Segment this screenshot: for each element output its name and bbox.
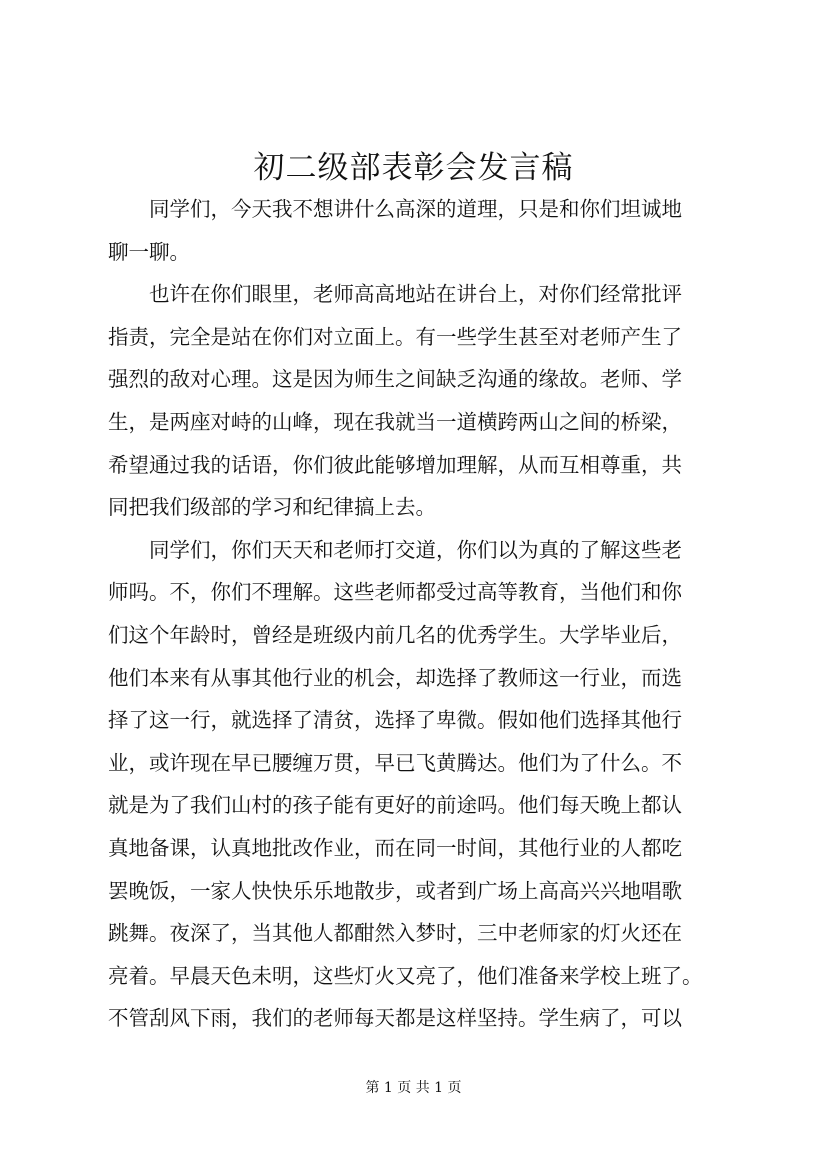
text-line: 他们本来有从事其他行业的机会，却选择了教师这一行业，而选 (108, 665, 682, 690)
text-line: 强烈的敌对心理。这是因为师生之间缺乏沟通的缘故。老师、学 (108, 367, 682, 392)
text-line: 罢晚饭，一家人快快乐乐地散步，或者到广场上高高兴兴地唱歌 (108, 878, 682, 903)
text-line: 亮着。早晨天色未明，这些灯火又亮了，他们准备来学校上班了。 (108, 963, 703, 988)
text-line: 们这个年龄时，曾经是班级内前几名的优秀学生。大学毕业后， (108, 622, 682, 647)
paragraph-3 (108, 529, 736, 1040)
text-line: 不管刮风下雨，我们的老师每天都是这样坚持。学生病了，可以 (108, 1006, 682, 1031)
text-line: 真地备课，认真地批改作业，而在同一时间，其他行业的人都吃 (108, 835, 682, 860)
text-line: 业，或许现在早已腰缠万贯，早已飞黄腾达。他们为了什么。不 (108, 750, 682, 775)
document-title: 初二级部表彰会发言稿 (253, 150, 574, 186)
text-line: 指责，完全是站在你们对立面上。有一些学生甚至对老师产生了 (108, 324, 682, 349)
text-line: 生，是两座对峙的山峰，现在我就当一道横跨两山之间的桥梁， (108, 409, 682, 434)
document-body (108, 188, 736, 1040)
text-line: 择了这一行，就选择了清贫，选择了卑微。假如他们选择其他行 (108, 708, 682, 733)
text-line: 就是为了我们山村的孩子能有更好的前途吗。他们每天晚上都认 (108, 793, 682, 818)
text-line: 聊一聊。 (108, 239, 190, 264)
text-line: 跳舞。夜深了，当其他人都酣然入梦时，三中老师家的灯火还在 (108, 921, 682, 946)
text-line: 也许在你们眼里，老师高高地站在讲台上，对你们经常批评 (149, 282, 682, 307)
text-line: 师吗。不，你们不理解。这些老师都受过高等教育，当他们和你 (108, 580, 682, 605)
paragraph-1 (108, 188, 736, 273)
text-line: 同学们，你们天天和老师打交道，你们以为真的了解这些老 (149, 537, 682, 562)
text-line: 希望通过我的话语，你们彼此能够增加理解，从而互相尊重，共 (108, 452, 682, 477)
page-footer: 第 1 页 共 1 页 (365, 1080, 462, 1096)
text-line: 同学们，今天我不想讲什么高深的道理，只是和你们坦诚地 (149, 197, 682, 221)
paragraph-2 (108, 273, 736, 529)
text-line: 同把我们级部的学习和纪律搞上去。 (108, 495, 436, 520)
